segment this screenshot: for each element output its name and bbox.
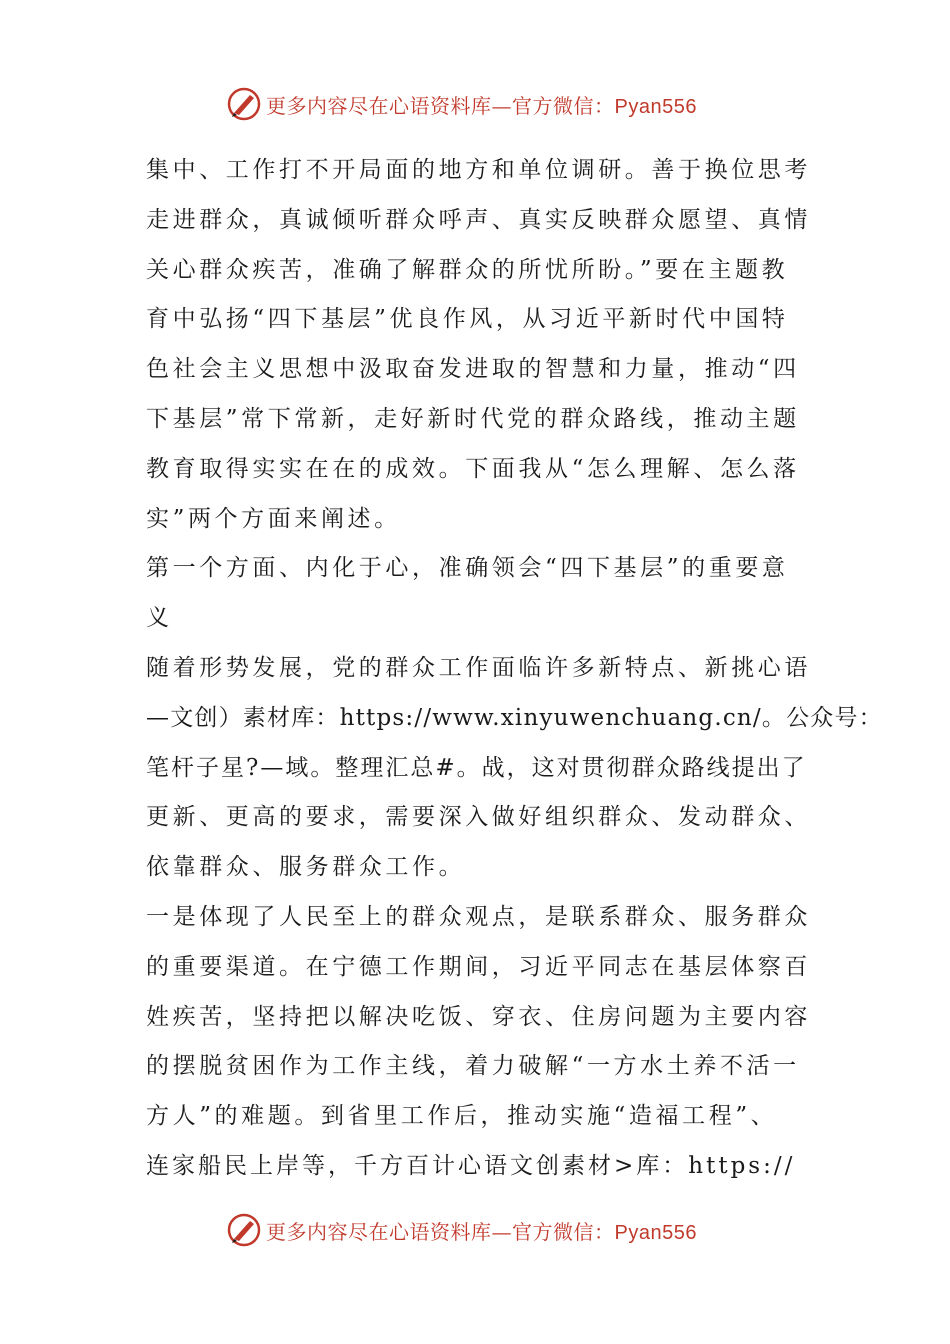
text-line: 一是体现了人民至上的群众观点，是联系群众、服务群众 [146,903,811,930]
pen-logo-icon [226,86,262,122]
text-line-with-url: 连家船民上岸等，千方百计心语文创素材>库：https:// [146,1152,796,1179]
text-line-with-url: —文创）素材库：https://www.xinyuwenchuang.cn/。公众号： [146,704,883,731]
section-heading-line: 义 [146,605,173,632]
text-line: 关心群众疾苦，准确了解群众的所忧所盼。”要在主题教 [146,256,789,283]
text-line: 色社会主义思想中汲取奋发进取的智慧和力量，推动“四 [146,356,800,383]
text-line: 的重要渠道。在宁德工作期间，习近平同志在基层体察百 [146,953,811,980]
section-heading-line: 第一个方面、内化于心，准确领会“四下基层”的重要意 [146,555,789,582]
document-body [146,146,883,1192]
text-line: 方人”的难题。到省里工作后，推动实施“造福工程”、 [146,1103,778,1130]
text-line: 育中弘扬“四下基层”优良作风，从习近平新时代中国特 [146,306,789,333]
text-line: 笔杆子星?—域。整理汇总#。战，这对贯彻群众路线提出了 [146,754,807,781]
text-line: 姓疾苦，坚持把以解决吃饭、穿衣、住房问题为主要内容 [146,1003,811,1030]
watermark-footer [0,1210,950,1250]
pen-logo-icon [226,1212,262,1248]
text-line: 下基层”常下常新，走好新时代党的群众路线，推动主题 [146,405,800,432]
text-line: 实”两个方面来阐述。 [146,505,401,532]
text-line: 走进群众，真诚倾听群众呼声、真实反映群众愿望、真情 [146,206,811,233]
text-line: 更新、更高的要求，需要深入做好组织群众、发动群众、 [146,804,811,831]
watermark-text: 更多内容尽在心语资料库—官方微信：Pyan556 [266,1219,697,1244]
text-line: 教育取得实实在在的成效。下面我从“怎么理解、怎么落 [146,455,800,482]
text-line: 的摆脱贫困作为工作主线，着力破解“一方水土养不活一 [146,1053,800,1080]
text-line: 依靠群众、服务群众工作。 [146,854,466,881]
watermark-text: 更多内容尽在心语资料库—官方微信：Pyan556 [266,93,697,118]
watermark-header [0,84,950,124]
text-line: 随着形势发展，党的群众工作面临许多新特点、新挑心语 [146,654,811,681]
watermark-wechat-id: Pyan556 [614,95,697,118]
watermark-wechat-id: Pyan556 [614,1221,697,1244]
text-line: 集中、工作打不开局面的地方和单位调研。善于换位思考 [146,157,811,183]
